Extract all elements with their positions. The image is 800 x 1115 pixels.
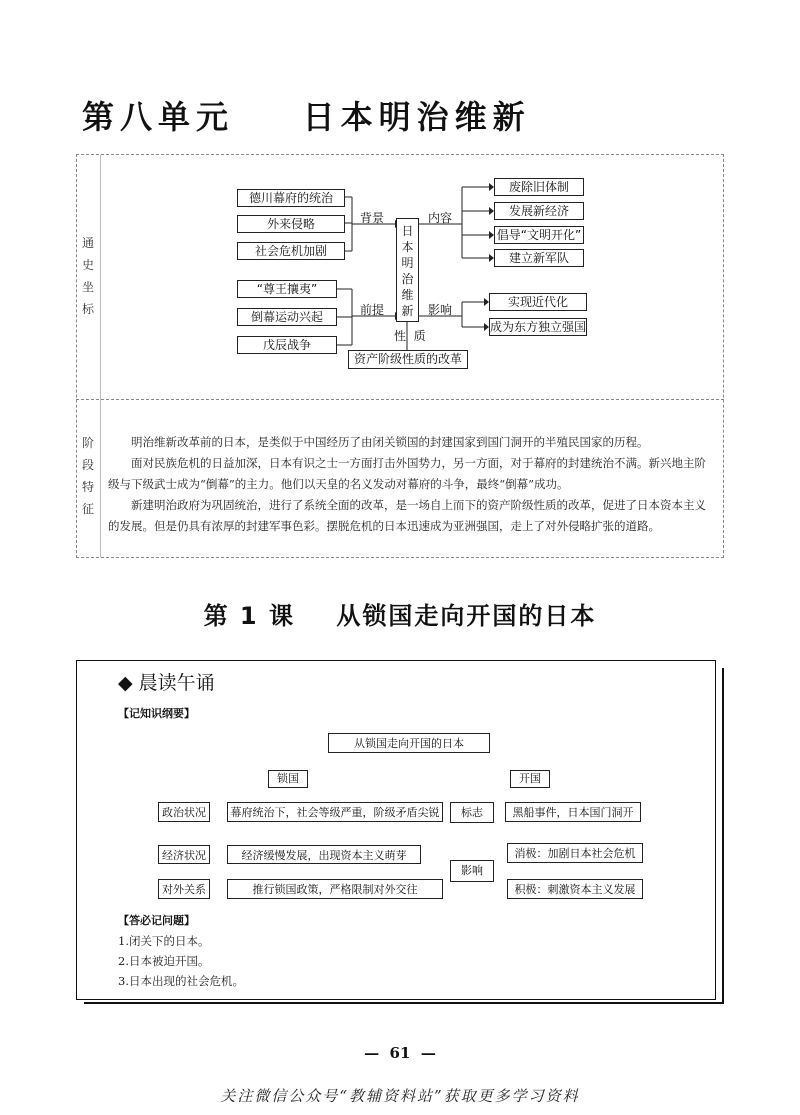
diagram-box-civilization: 倡导“文明开化” xyxy=(494,226,584,244)
diagram2-top: 从锁国走向开国的日本 xyxy=(328,733,490,753)
question-item: 3.日本出现的社会危机。 xyxy=(118,974,244,988)
questions-label: 【答必记问题】 xyxy=(118,914,195,927)
diagram-box-new-army: 建立新军队 xyxy=(494,249,584,267)
page-number: — 61 — xyxy=(364,1044,436,1062)
sign-text: 黑船事件，日本国门洞开 xyxy=(505,802,641,822)
sidebar-label-timeline: 通 史 坐 标 xyxy=(81,236,94,316)
diagram-box-nature: 资产阶级性质的改革 xyxy=(348,350,468,369)
diagram2-branch-open: 开国 xyxy=(510,770,550,788)
sidebar-label-features: 阶 段 特 征 xyxy=(81,436,94,516)
diagram-box-new-economy: 发展新经济 xyxy=(494,202,584,220)
diagram-box-independent-power: 成为东方独立强国 xyxy=(490,320,587,334)
row-text-politics: 幕府统治下，社会等级严重，阶级矛盾尖锐 xyxy=(227,802,443,822)
diagram-box-social-crisis: 社会危机加剧 xyxy=(237,242,345,260)
features-paragraph-3: 新建明治政府为巩固统治，进行了系统全面的改革，是一场自上而下的资产阶级性质的改革，促进了日本资本主义的发展。但是仍具有浓厚的封建军事色彩。摆脱危机的日本迅速成为亚洲强国，走上了对外侵略扩张的道路。 xyxy=(108,498,706,533)
influence-negative: 消极：加剧日本社会危机 xyxy=(507,843,643,863)
unit-title: 第八单元 日本明治维新 xyxy=(82,98,531,136)
diagram-box-modernization: 实现近代化 xyxy=(489,293,587,311)
label-premise: 前提 xyxy=(360,303,385,317)
diagram-box-sonno-joi: “尊王攘夷” xyxy=(237,280,337,298)
row-text-foreign: 推行锁国政策，严格限制对外交往 xyxy=(227,879,443,899)
question-item: 1.闭关下的日本。 xyxy=(118,934,210,948)
morning-heading: ◆ 晨读午诵 xyxy=(118,672,215,694)
row-label-economy: 经济状况 xyxy=(158,845,210,864)
diagram-box-tobaku-movement: 倒幕运动兴起 xyxy=(237,308,337,326)
features-paragraph-2: 面对民族危机的日益加深，日本有识之士一方面打击外国势力，另一方面，对于幕府的封建统治不满。新兴地主阶级与下级武士成为“倒幕”的主力。他们以天皇的名义发动对幕府的斗争，最终“倒幕”成功。 xyxy=(108,456,706,491)
influence-label: 影响 xyxy=(450,860,494,882)
influence-positive: 积极：刺激资本主义发展 xyxy=(507,879,643,899)
label-influence: 影响 xyxy=(428,303,453,317)
question-item: 2.日本被迫开国。 xyxy=(118,954,210,968)
diagram-box-tokugawa: 德川幕府的统治 xyxy=(237,189,345,207)
diagram-center-meiji: 日本明治维新 xyxy=(396,218,419,322)
sign-label: 标志 xyxy=(450,802,494,823)
features-paragraph-1: 明治维新改革前的日本，是类似于中国经历了由闭关锁国的封建国家到国门洞开的半殖民国家的历程。 xyxy=(131,435,649,449)
label-nature: 性 质 xyxy=(394,329,426,343)
diagram2-branch-closed: 锁国 xyxy=(268,770,308,788)
row-text-economy: 经济缓慢发展，出现资本主义萌芽 xyxy=(227,845,421,864)
lesson-title: 第 1 课 从锁国走向开国的日本 xyxy=(203,602,597,630)
diagram-box-boshin-war: 戊辰战争 xyxy=(237,336,337,354)
label-content: 内容 xyxy=(428,211,453,225)
footer-note: 关注微信公众号“教辅资料站”获取更多学习资料 xyxy=(220,1087,580,1105)
diagram-box-foreign-invasion: 外来侵略 xyxy=(237,215,345,233)
outline-label: 【记知识纲要】 xyxy=(118,707,195,720)
row-label-politics: 政治状况 xyxy=(158,802,210,822)
diagram-box-abolish-system: 废除旧体制 xyxy=(494,178,584,196)
label-background: 背景 xyxy=(360,211,385,225)
row-label-foreign: 对外关系 xyxy=(158,879,210,899)
